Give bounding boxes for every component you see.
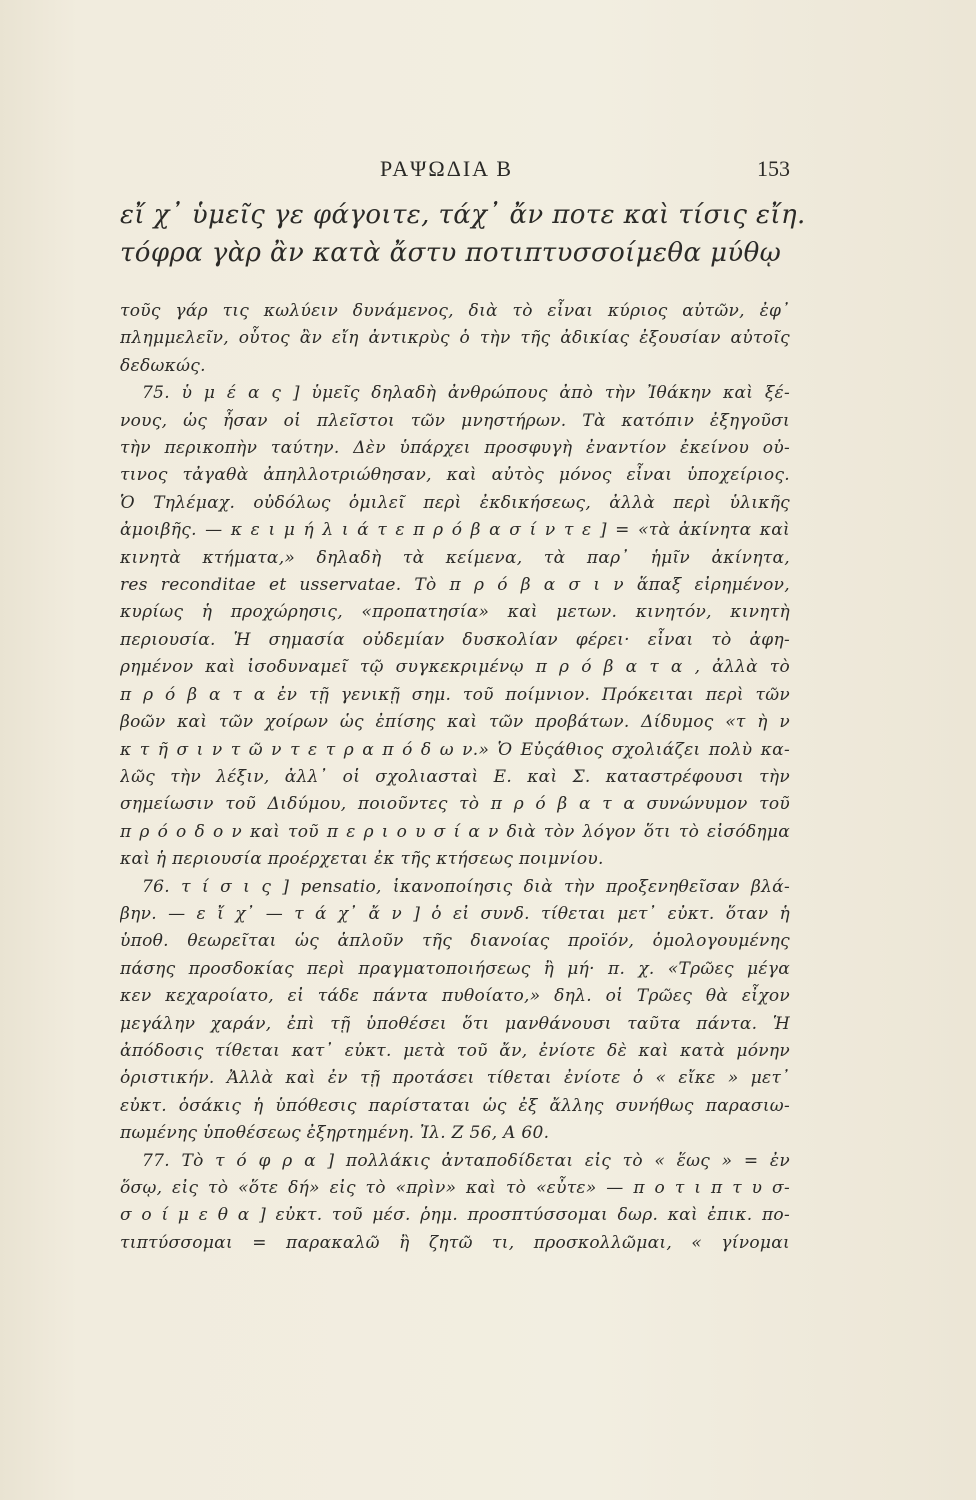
commentary-line: τοῦς γάρ τις κωλύειν δυνάμενος, διὰ τὸ εἶναι κύριος αὐτῶν, ἐφ᾽ (120, 301, 790, 321)
commentary-line: τὴν περικοπὴν ταύτην. Δὲν ὑπάρχει προσφυγὴ ἐναντίον ἐκείνου οὐ- (120, 438, 790, 459)
commentary-line: λῶς τὴν λέξιν, ἀλλ᾽ οἱ σχολιασταὶ Ε. καὶ Σ. καταστρέφουσι τὴν (120, 766, 790, 787)
commentary-line: π ρ ό ο δ ο ν καὶ τοῦ π ε ρ ι ο υ σ ί α ν διὰ τὸν λόγον ὅτι τὸ εἰσόδημα (120, 821, 790, 842)
commentary-line: ὁριστικήν. Ἀλλὰ καὶ ἐν τῇ προτάσει τίθεται ἐνίοτε ὁ « εἴκε » μετ᾽ (120, 1068, 790, 1089)
commentary-line: π ρ ό β α τ α ἐν τῇ γενικῇ σημ. τοῦ ποίμνιον. Πρόκειται περὶ τῶν (120, 684, 790, 705)
commentary-line: πωμένης ὑποθέσεως ἐξηρτημένη. Ἰλ. Ζ 56, Α 60. (120, 1123, 550, 1144)
commentary-line: ὑποθ. θεωρεῖται ὡς ἁπλοῦν τῆς διανοίας προϊόν, ὁμολογουμένης (120, 931, 790, 952)
verse-line: εἴ χ᾽ ὑμεῖς γε φάγοιτε, τάχ᾽ ἄν ποτε καὶ τίσις εἴη. (120, 200, 806, 230)
commentary-line: βην. — ε ἴ χ᾽ — τ ά χ᾽ ἄ ν ] ὁ εἰ συνδ. τίθεται μετ᾽ εὐκτ. ὅταν ἡ (120, 903, 790, 924)
commentary-line: σ ο ί μ ε θ α ] εὐκτ. τοῦ μέσ. ῥημ. προσπτύσσομαι δωρ. καὶ ἐπικ. πο- (120, 1205, 790, 1226)
commentary-line: πλημμελεῖν, οὗτος ἂν εἴη ἀντικρὺς ὁ τὴν τῆς ἀδικίας ἐξουσίαν αὐτοῖς (120, 328, 790, 349)
commentary-line: πάσης προσδοκίας περὶ πραγματοποιήσεως ἢ μή· π. χ. «Τρῶες μέγα (120, 958, 790, 979)
commentary-block (120, 298, 790, 1257)
verse-line: τόφρα γὰρ ἂν κατὰ ἄστυ ποτιπτυσσοίμεθα μύθῳ (120, 238, 782, 268)
commentary-line: νους, ὡς ἦσαν οἱ πλεῖστοι τῶν μνηστήρων. Τὰ κατόπιν ἐξηγοῦσι (120, 410, 790, 431)
commentary-line: σημείωσιν τοῦ Διδύμου, ποιοῦντες τὸ π ρ ό β α τ α συνώνυμον τοῦ (120, 794, 790, 815)
commentary-line: εὐκτ. ὁσάκις ἡ ὑπόθεσις παρίσταται ὡς ἐξ ἄλλης συνήθως παρασιω- (120, 1095, 790, 1116)
running-title: ΡΑΨΩΔΙΑ Β (380, 156, 514, 181)
commentary-line: res reconditae et usservatae. Τὸ π ρ ό β α σ ι ν ἅπαξ εἰρημένον, (120, 575, 790, 596)
commentary-line: δεδωκώς. (120, 355, 206, 376)
commentary-line: μεγάλην χαράν, ἐπὶ τῇ ὑποθέσει ὅτι μανθάνουσι ταῦτα πάντα. Ἡ (120, 1013, 790, 1034)
commentary-line: Ὁ Τηλέμαχ. οὐδόλως ὁμιλεῖ περὶ ἐκδικήσεως, ἀλλὰ περὶ ὑλικῆς (120, 492, 790, 513)
commentary-line: κεν κεχαροίατο, εἰ τάδε πάντα πυθοίατο,» δηλ. οἱ Τρῶες θὰ εἶχον (120, 986, 790, 1007)
commentary-line: κ τ ῆ σ ι ν τ ῶ ν τ ε τ ρ α π ό δ ω ν.» Ὁ Εὐςάθιος σχολιάζει πολὺ κα- (120, 739, 790, 760)
commentary-line: τιπτύσσομαι = παρακαλῶ ἢ ζητῶ τι, προσκολλῶμαι, « γίνομαι (120, 1232, 790, 1253)
commentary-line: 76. τ ί σ ι ς ] pensatio, ἱκανοποίησις διὰ τὴν προξενηθεῖσαν βλά- (142, 876, 790, 897)
verse-block (120, 196, 806, 272)
commentary-line: κινητὰ κτήματα,» δηλαδὴ τὰ κείμενα, τὰ παρ᾽ ἡμῖν ἀκίνητα, (120, 547, 790, 568)
commentary-line: ἀπόδοσις τίθεται κατ᾽ εὐκτ. μετὰ τοῦ ἄν, ἐνίοτε δὲ καὶ κατὰ μόνην (120, 1040, 790, 1061)
commentary-line: ὅσῳ, εἰς τὸ «ὅτε δή» εἰς τὸ «πρὶν» καὶ τὸ «εὖτε» — π ο τ ι π τ υ σ- (120, 1178, 790, 1198)
commentary-line: τινος τἀγαθὰ ἀπηλλοτριώθησαν, καὶ αὐτὸς μόνος εἶναι ὑποχείριος. (120, 465, 790, 486)
commentary-line: κυρίως ἡ προχώρησις, «προπατησία» καὶ μετων. κινητόν, κινητὴ (120, 602, 790, 623)
commentary-line: 75. ὑ μ έ α ς ] ὑμεῖς δηλαδὴ ἀνθρώπους ἀπὸ τὴν Ἰθάκην καὶ ξέ- (142, 383, 790, 404)
commentary-line: ἀμοιβῆς. — κ ε ι μ ή λ ι ά τ ε π ρ ό β α σ ί ν τ ε ] = «τὰ ἀκίνητα καὶ (120, 520, 790, 541)
commentary-line: 77. Τὸ τ ό φ ρ α ] πολλάκις ἀνταποδίδεται εἰς τὸ « ἕως » = ἐν (142, 1150, 790, 1171)
commentary-line: ρημένον καὶ ἰσοδυναμεῖ τῷ συγκεκριμένῳ π ρ ό β α τ α , ἀλλὰ τὸ (120, 657, 790, 678)
commentary-line: καὶ ἡ περιουσία προέρχεται ἐκ τῆς κτήσεως ποιμνίου. (120, 849, 604, 870)
page-number: 153 (757, 156, 790, 181)
commentary-line: περιουσία. Ἡ σημασία οὐδεμίαν δυσκολίαν φέρει· εἶναι τὸ ἀφη- (120, 629, 790, 650)
commentary-line: βοῶν καὶ τῶν χοίρων ὡς ἐπίσης καὶ τῶν προβάτων. Δίδυμος «τ ὴ ν (120, 712, 790, 733)
page-header (120, 156, 790, 192)
